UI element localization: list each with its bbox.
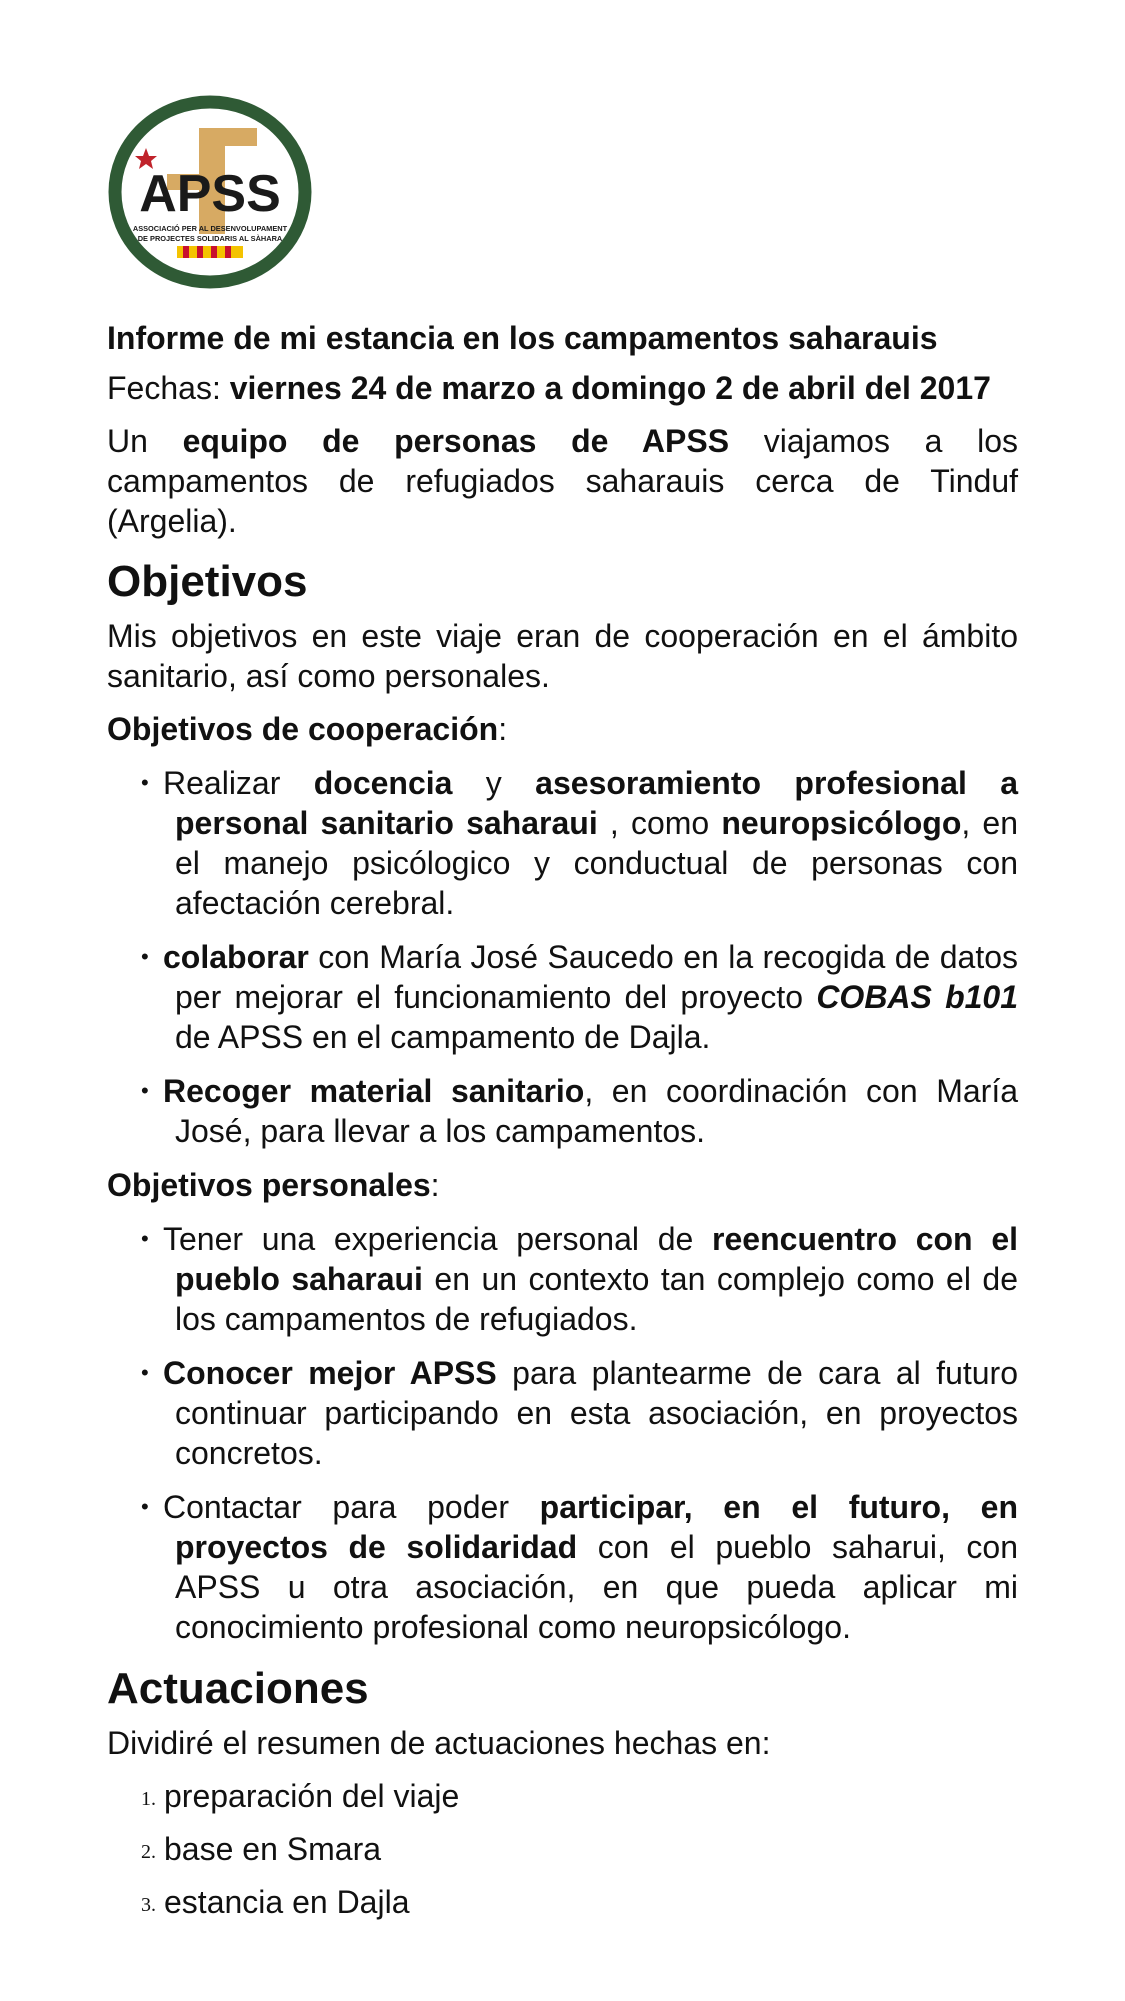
report-intro [107, 421, 1018, 541]
intro-text: viajamos a los campamentos de refugiados saharauis cerca de Tinduf (Argelia). [107, 423, 1019, 539]
item-text: para plantearme de cara al futuro continuar participando en esta asociación, en proyectos concretos. [175, 1355, 1019, 1471]
item-text: base en Smara [164, 1831, 382, 1867]
actuaciones-intro: Dividiré el resumen de actuaciones hechas en: [107, 1725, 771, 1761]
item-text: , en coordinación con María José, para llevar a los campamentos. [175, 1073, 1018, 1149]
bullet-icon: • [141, 1494, 149, 1519]
item-text: con el pueblo saharui, con APSS u otra asociación, en que pueda aplicar mi conocimiento profesional como neuropsicólogo. [175, 1529, 1019, 1645]
logo-subtitle-line2: DE PROJECTES SOLIDARIS AL SÀHARA [137, 234, 283, 243]
item-bold: Conocer mejor APSS [163, 1355, 497, 1391]
list-item [107, 1071, 1018, 1151]
item-text: Realizar [163, 765, 314, 801]
intro-bold: equipo de personas de APSS [182, 423, 730, 459]
list-item [107, 1882, 1018, 1922]
bullet-icon: • [141, 1078, 149, 1103]
item-bold: asesoramiento profesional a personal sanitario saharaui [175, 765, 1019, 841]
intro-text: Un [107, 423, 183, 459]
item-bold: reencuentro con el pueblo saharaui [175, 1221, 1019, 1297]
bullet-icon: • [141, 770, 149, 795]
item-text: con María José Saucedo en la recogida de datos per mejorar el funcionamiento del proyecto [175, 939, 1018, 1015]
bullet-icon: • [141, 944, 149, 969]
item-bold: docencia [313, 765, 453, 801]
item-text: preparación del viaje [164, 1778, 460, 1814]
list-item [107, 1219, 1018, 1339]
item-bold: colaborar [163, 939, 309, 975]
personal-list [107, 1219, 1018, 1647]
item-number: 2. [141, 1841, 156, 1863]
subheading-personales [107, 1165, 1018, 1205]
subheading-text: Objetivos de cooperación [107, 711, 499, 747]
logo-subtitle-line1: ASSOCIACIÓ PER AL DESENVOLUPAMENT [132, 224, 288, 233]
apss-logo [107, 94, 313, 290]
subheading-text: Objetivos personales [107, 1167, 431, 1203]
list-item [107, 763, 1018, 923]
bullet-icon: • [141, 1226, 149, 1251]
item-text: y [452, 765, 536, 801]
dates-value: viernes 24 de marzo a domingo 2 de abril del 2017 [229, 370, 991, 406]
section-heading-objetivos: Objetivos [107, 557, 308, 606]
report-dates [107, 368, 1018, 408]
bullet-icon: • [141, 1360, 149, 1385]
item-text: en un contexto tan complejo como el de los campamentos de refugiados. [175, 1261, 1019, 1337]
section-heading-actuaciones: Actuaciones [107, 1664, 369, 1713]
item-text: Tener una experiencia personal de [163, 1221, 713, 1257]
colon: : [498, 711, 508, 747]
item-number: 1. [141, 1788, 156, 1810]
item-bold: neuropsicólogo [721, 805, 962, 841]
item-text: , en el manejo psicólogico y conductual de personas con afectación cerebral. [175, 805, 1019, 921]
item-text: Contactar para poder [163, 1489, 540, 1525]
report-title: Informe de mi estancia en los campamentos saharauis [107, 320, 938, 356]
list-item [107, 1776, 1018, 1816]
item-bold-italic: COBAS b101 [816, 979, 1019, 1015]
list-item [107, 1353, 1018, 1473]
item-bold: Recoger material sanitario [163, 1073, 585, 1109]
subheading-cooperacion [107, 709, 1018, 749]
item-text: , como [597, 805, 722, 841]
item-number: 3. [141, 1894, 156, 1916]
colon: : [430, 1167, 440, 1203]
item-bold: participar, en el futuro, en proyectos de solidaridad [175, 1489, 1019, 1565]
dates-label: Fechas: [107, 370, 230, 406]
actuaciones-list [107, 1776, 1018, 1922]
item-text: de APSS en el campamento de Dajla. [175, 1019, 711, 1055]
list-item [107, 1829, 1018, 1869]
objetivos-intro: Mis objetivos en este viaje eran de cooperación en el ámbito sanitario, así como personales. [107, 618, 1018, 694]
list-item [107, 1487, 1018, 1647]
report-content [107, 318, 1018, 1935]
item-text: estancia en Dajla [164, 1884, 410, 1920]
cooperation-list [107, 763, 1018, 1151]
list-item [107, 937, 1018, 1057]
logo-text: APSS [139, 165, 281, 223]
